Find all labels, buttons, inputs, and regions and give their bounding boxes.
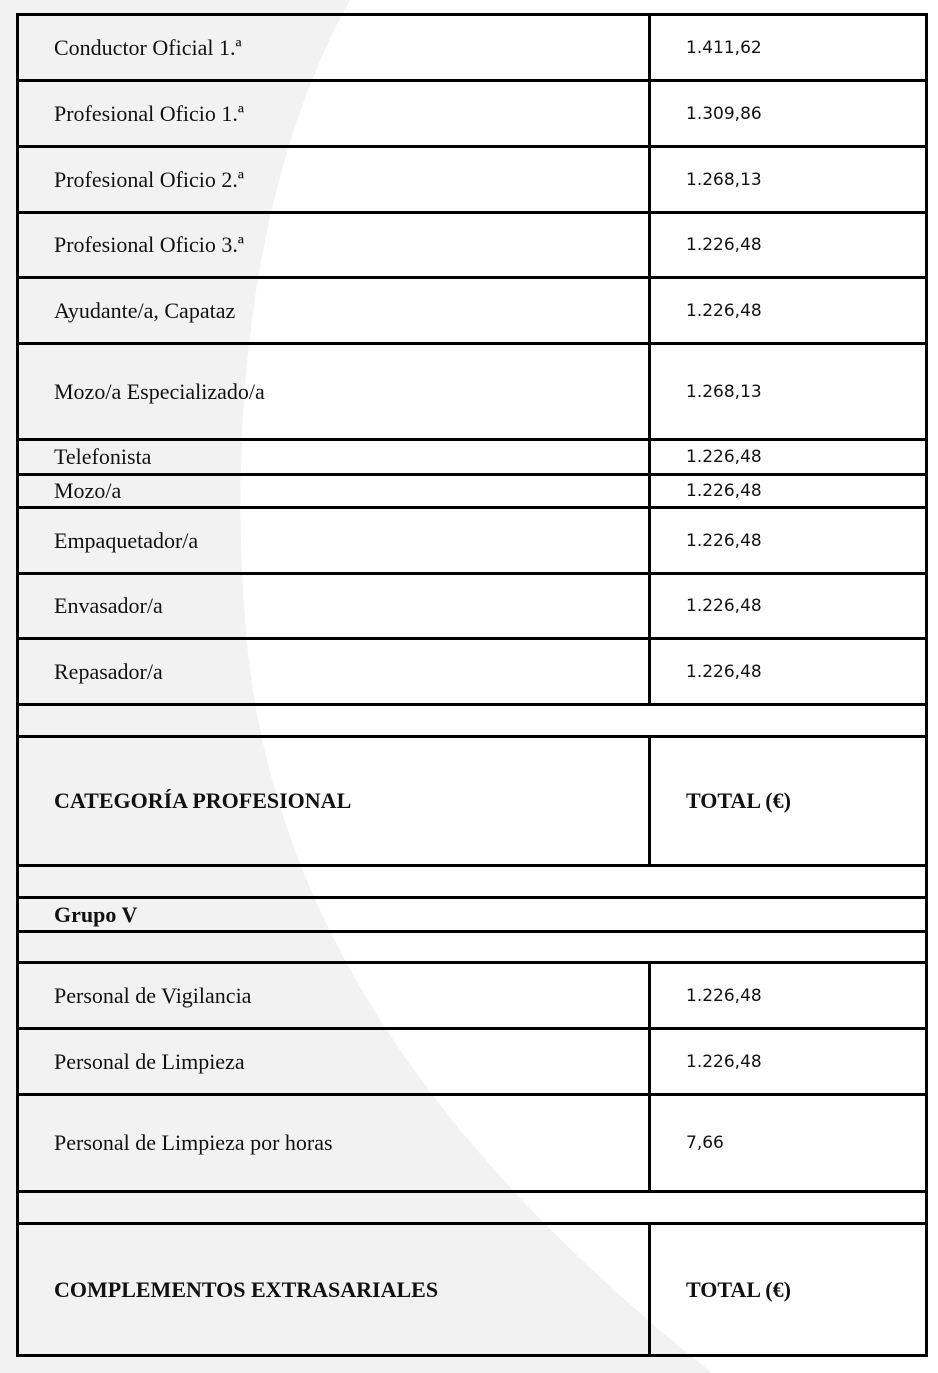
total-cell: 7,66 — [650, 1095, 927, 1192]
category-cell: Empaquetador/a — [18, 508, 650, 574]
total-header: TOTAL (€) — [650, 1224, 927, 1356]
group-label: Grupo V — [18, 898, 927, 932]
table-row — [18, 344, 927, 440]
table-row — [18, 963, 927, 1029]
table-row — [18, 475, 927, 508]
spacer-cell — [18, 705, 927, 737]
category-cell: Telefonista — [18, 440, 650, 475]
table-row — [18, 1029, 927, 1095]
spacer-row — [18, 932, 927, 963]
spacer-cell — [18, 866, 927, 898]
category-cell: Profesional Oficio 2.ª — [18, 147, 650, 213]
header-row — [18, 1224, 927, 1356]
spacer-cell — [18, 932, 927, 963]
spacer-cell — [18, 1192, 927, 1224]
table-row — [18, 508, 927, 574]
category-cell: Conductor Oficial 1.ª — [18, 15, 650, 81]
complements-header: COMPLEMENTOS EXTRASARIALES — [18, 1224, 650, 1356]
category-cell: Profesional Oficio 3.ª — [18, 213, 650, 278]
category-cell: Envasador/a — [18, 574, 650, 639]
table-row — [18, 278, 927, 344]
salary-table — [16, 13, 928, 1357]
category-cell: Repasador/a — [18, 639, 650, 705]
total-cell: 1.226,48 — [650, 508, 927, 574]
category-cell: Personal de Limpieza — [18, 1029, 650, 1095]
total-cell: 1.226,48 — [650, 1029, 927, 1095]
table-row — [18, 15, 927, 81]
total-cell: 1.226,48 — [650, 639, 927, 705]
header-row — [18, 737, 927, 866]
table-row — [18, 574, 927, 639]
category-cell: Mozo/a Especializado/a — [18, 344, 650, 440]
table-row — [18, 1095, 927, 1192]
table-row — [18, 639, 927, 705]
total-cell: 1.309,86 — [650, 81, 927, 147]
group-row — [18, 898, 927, 932]
table-row — [18, 81, 927, 147]
table-row — [18, 213, 927, 278]
total-cell: 1.226,48 — [650, 574, 927, 639]
total-cell: 1.226,48 — [650, 213, 927, 278]
category-header: CATEGORÍA PROFESIONAL — [18, 737, 650, 866]
spacer-row — [18, 1192, 927, 1224]
spacer-row — [18, 866, 927, 898]
category-cell: Personal de Limpieza por horas — [18, 1095, 650, 1192]
spacer-row — [18, 705, 927, 737]
category-cell: Ayudante/a, Capataz — [18, 278, 650, 344]
category-cell: Profesional Oficio 1.ª — [18, 81, 650, 147]
total-cell: 1.268,13 — [650, 147, 927, 213]
total-cell: 1.226,48 — [650, 440, 927, 475]
table-row — [18, 440, 927, 475]
total-header: TOTAL (€) — [650, 737, 927, 866]
category-cell: Mozo/a — [18, 475, 650, 508]
total-cell: 1.226,48 — [650, 475, 927, 508]
total-cell: 1.411,62 — [650, 15, 927, 81]
category-cell: Personal de Vigilancia — [18, 963, 650, 1029]
total-cell: 1.268,13 — [650, 344, 927, 440]
table-row — [18, 147, 927, 213]
total-cell: 1.226,48 — [650, 278, 927, 344]
total-cell: 1.226,48 — [650, 963, 927, 1029]
